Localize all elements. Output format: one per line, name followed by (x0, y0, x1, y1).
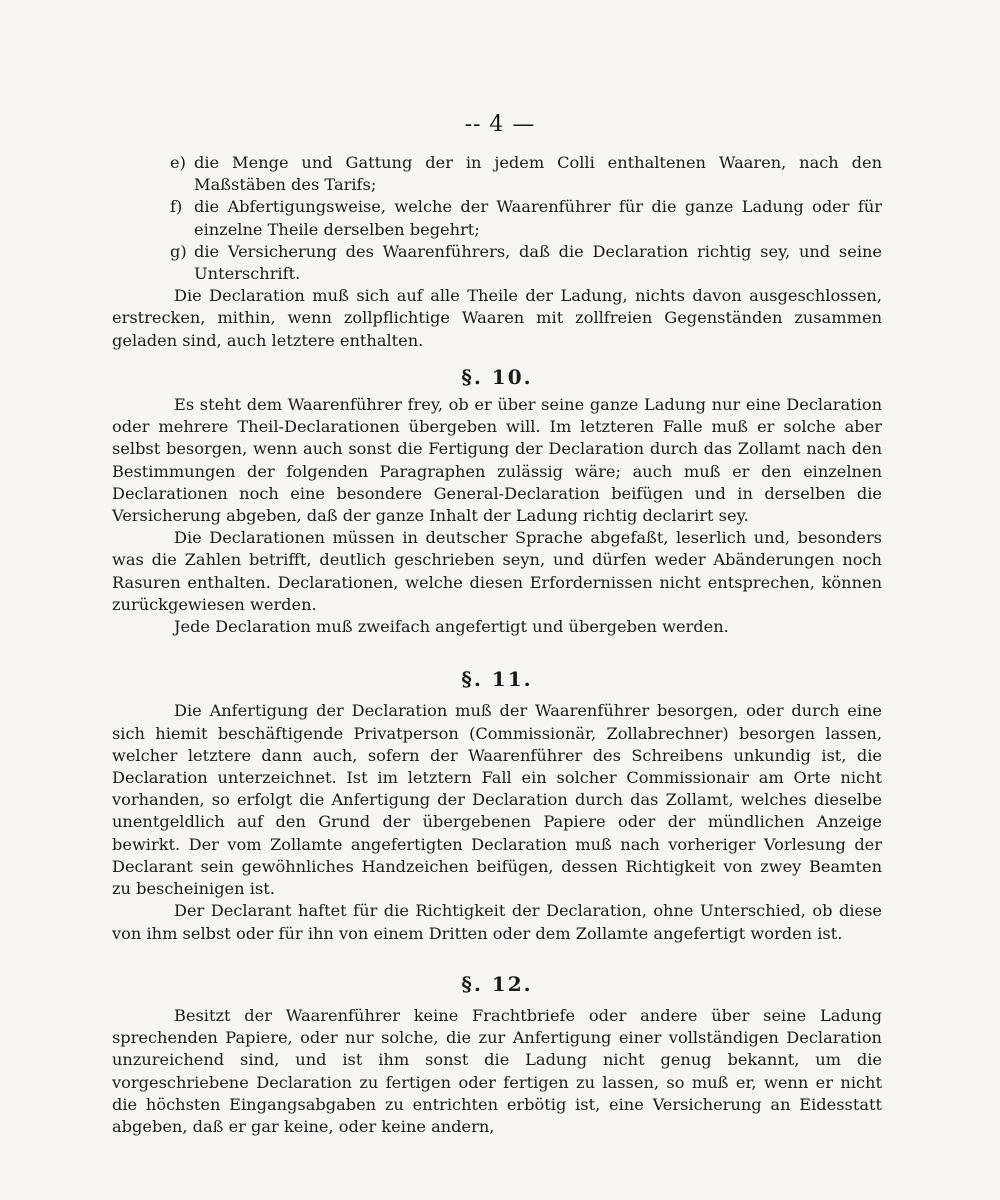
list-marker: e) (170, 153, 186, 172)
list-item-text: die Versicherung des Waarenführers, daß die Declaration richtig sey, und seine Unterschrift. (194, 241, 882, 284)
section-heading-10: §. 10. (461, 364, 533, 389)
section-10-paragraph: Jede Declaration muß zweifach angefertigt und übergeben werden. (174, 617, 729, 637)
section-10-paragraph: Die Declarationen müssen in deutscher Sprache abgefaßt, leserlich und, besonders was die Zahlen betrifft, deutlich geschrieben seyn, und dürfen weder Abänderungen noch Rasuren enthalten. Declarationen, welche diesen Erfordernissen nicht entsprechen, können zurückgewiesen werden. (112, 528, 882, 614)
list-marker: f) (170, 197, 183, 217)
page-content (112, 152, 882, 1138)
list-item-f (112, 196, 882, 240)
section-11-paragraph: Der Declarant haftet für die Richtigkeit der Declaration, ohne Unterschied, ob diese von ihm selbst oder für ihn von einem Dritten oder dem Zollamte angefertigt worden ist. (112, 901, 882, 943)
list-item-e (112, 152, 882, 196)
section-10-paragraph: Es steht dem Waarenführer frey, ob er über seine ganze Ladung nur eine Declaration oder mehrere Theil-Declarationen übergeben will. Im letzteren Falle muß er solche aber selbst besorgen, wenn auch sonst die Fertigung der Declaration durch das Zollamt nach den Bestimmungen der folgenden Paragraphen zulässig wäre; auch muß er den einzelnen Declarationen noch eine besondere General-Declaration beifügen und in derselben die Versicherung abgeben, daß der ganze Inhalt der Ladung richtig declarirt sey. (112, 395, 882, 526)
section-12-paragraph: Besitzt der Waarenführer keine Frachtbriefe oder andere über seine Ladung sprechenden Papiere, oder nur solche, die zur Anfertigung einer vollständigen Declaration unzureichend sind, und ist ihm sonst die Ladung nicht genug bekannt, um die vorgeschriebene Declaration zu fertigen oder fertigen zu lassen, so muß er, wenn er nicht die höchsten Eingangsabgaben zu entrichten erbötig ist, eine Versicherung an Eidesstatt abgeben, daß er gar keine, oder keine andern, (112, 1005, 882, 1136)
section-heading-11: §. 11. (461, 667, 533, 692)
page-number: -- 4 — (464, 112, 536, 137)
list-item-text: die Menge und Gattung der in jedem Colli enthaltenen Waaren, nach den Maßstäben des Tarifs; (194, 153, 882, 195)
section-heading-12: §. 12. (461, 971, 533, 996)
list-marker: g) (170, 241, 187, 261)
paragraph-intro: Die Declaration muß sich auf alle Theile der Ladung, nichts davon ausgeschlossen, erstrecken, mithin, wenn zollpflichtige Waaren mit zollfreien Gegenständen zusammen geladen sind, auch letztere enthalten. (112, 286, 882, 350)
list-item-g (112, 241, 882, 285)
list-item-text: die Abfertigungsweise, welche der Waarenführer für die ganze Ladung oder für einzelne Theile derselben begehrt; (194, 197, 882, 239)
section-11-paragraph: Die Anfertigung der Declaration muß der Waarenführer besorgen, oder durch eine sich hiemit beschäftigende Privatperson (Commissionär, Zollabrechner) besorgen lassen, welcher letztere dann auch, sofern der Waarenführer des Schreibens unkundig ist, die Declaration unterzeichnet. Ist im letztern Fall ein solcher Commissionair am Orte nicht vorhanden, so erfolgt die Anfertigung der Declaration durch das Zollamt, welches dieselbe unentgeldlich auf den Grund der übergebenen Papiere oder der mündlichen Anzeige bewirkt. Der vom Zollamte angefertigten Declaration muß nach vorheriger Vorlesung der Declarant sein gewöhnliches Handzeichen beifügen, dessen Richtigkeit von zwey Beamten zu bescheinigen ist. (112, 701, 882, 899)
